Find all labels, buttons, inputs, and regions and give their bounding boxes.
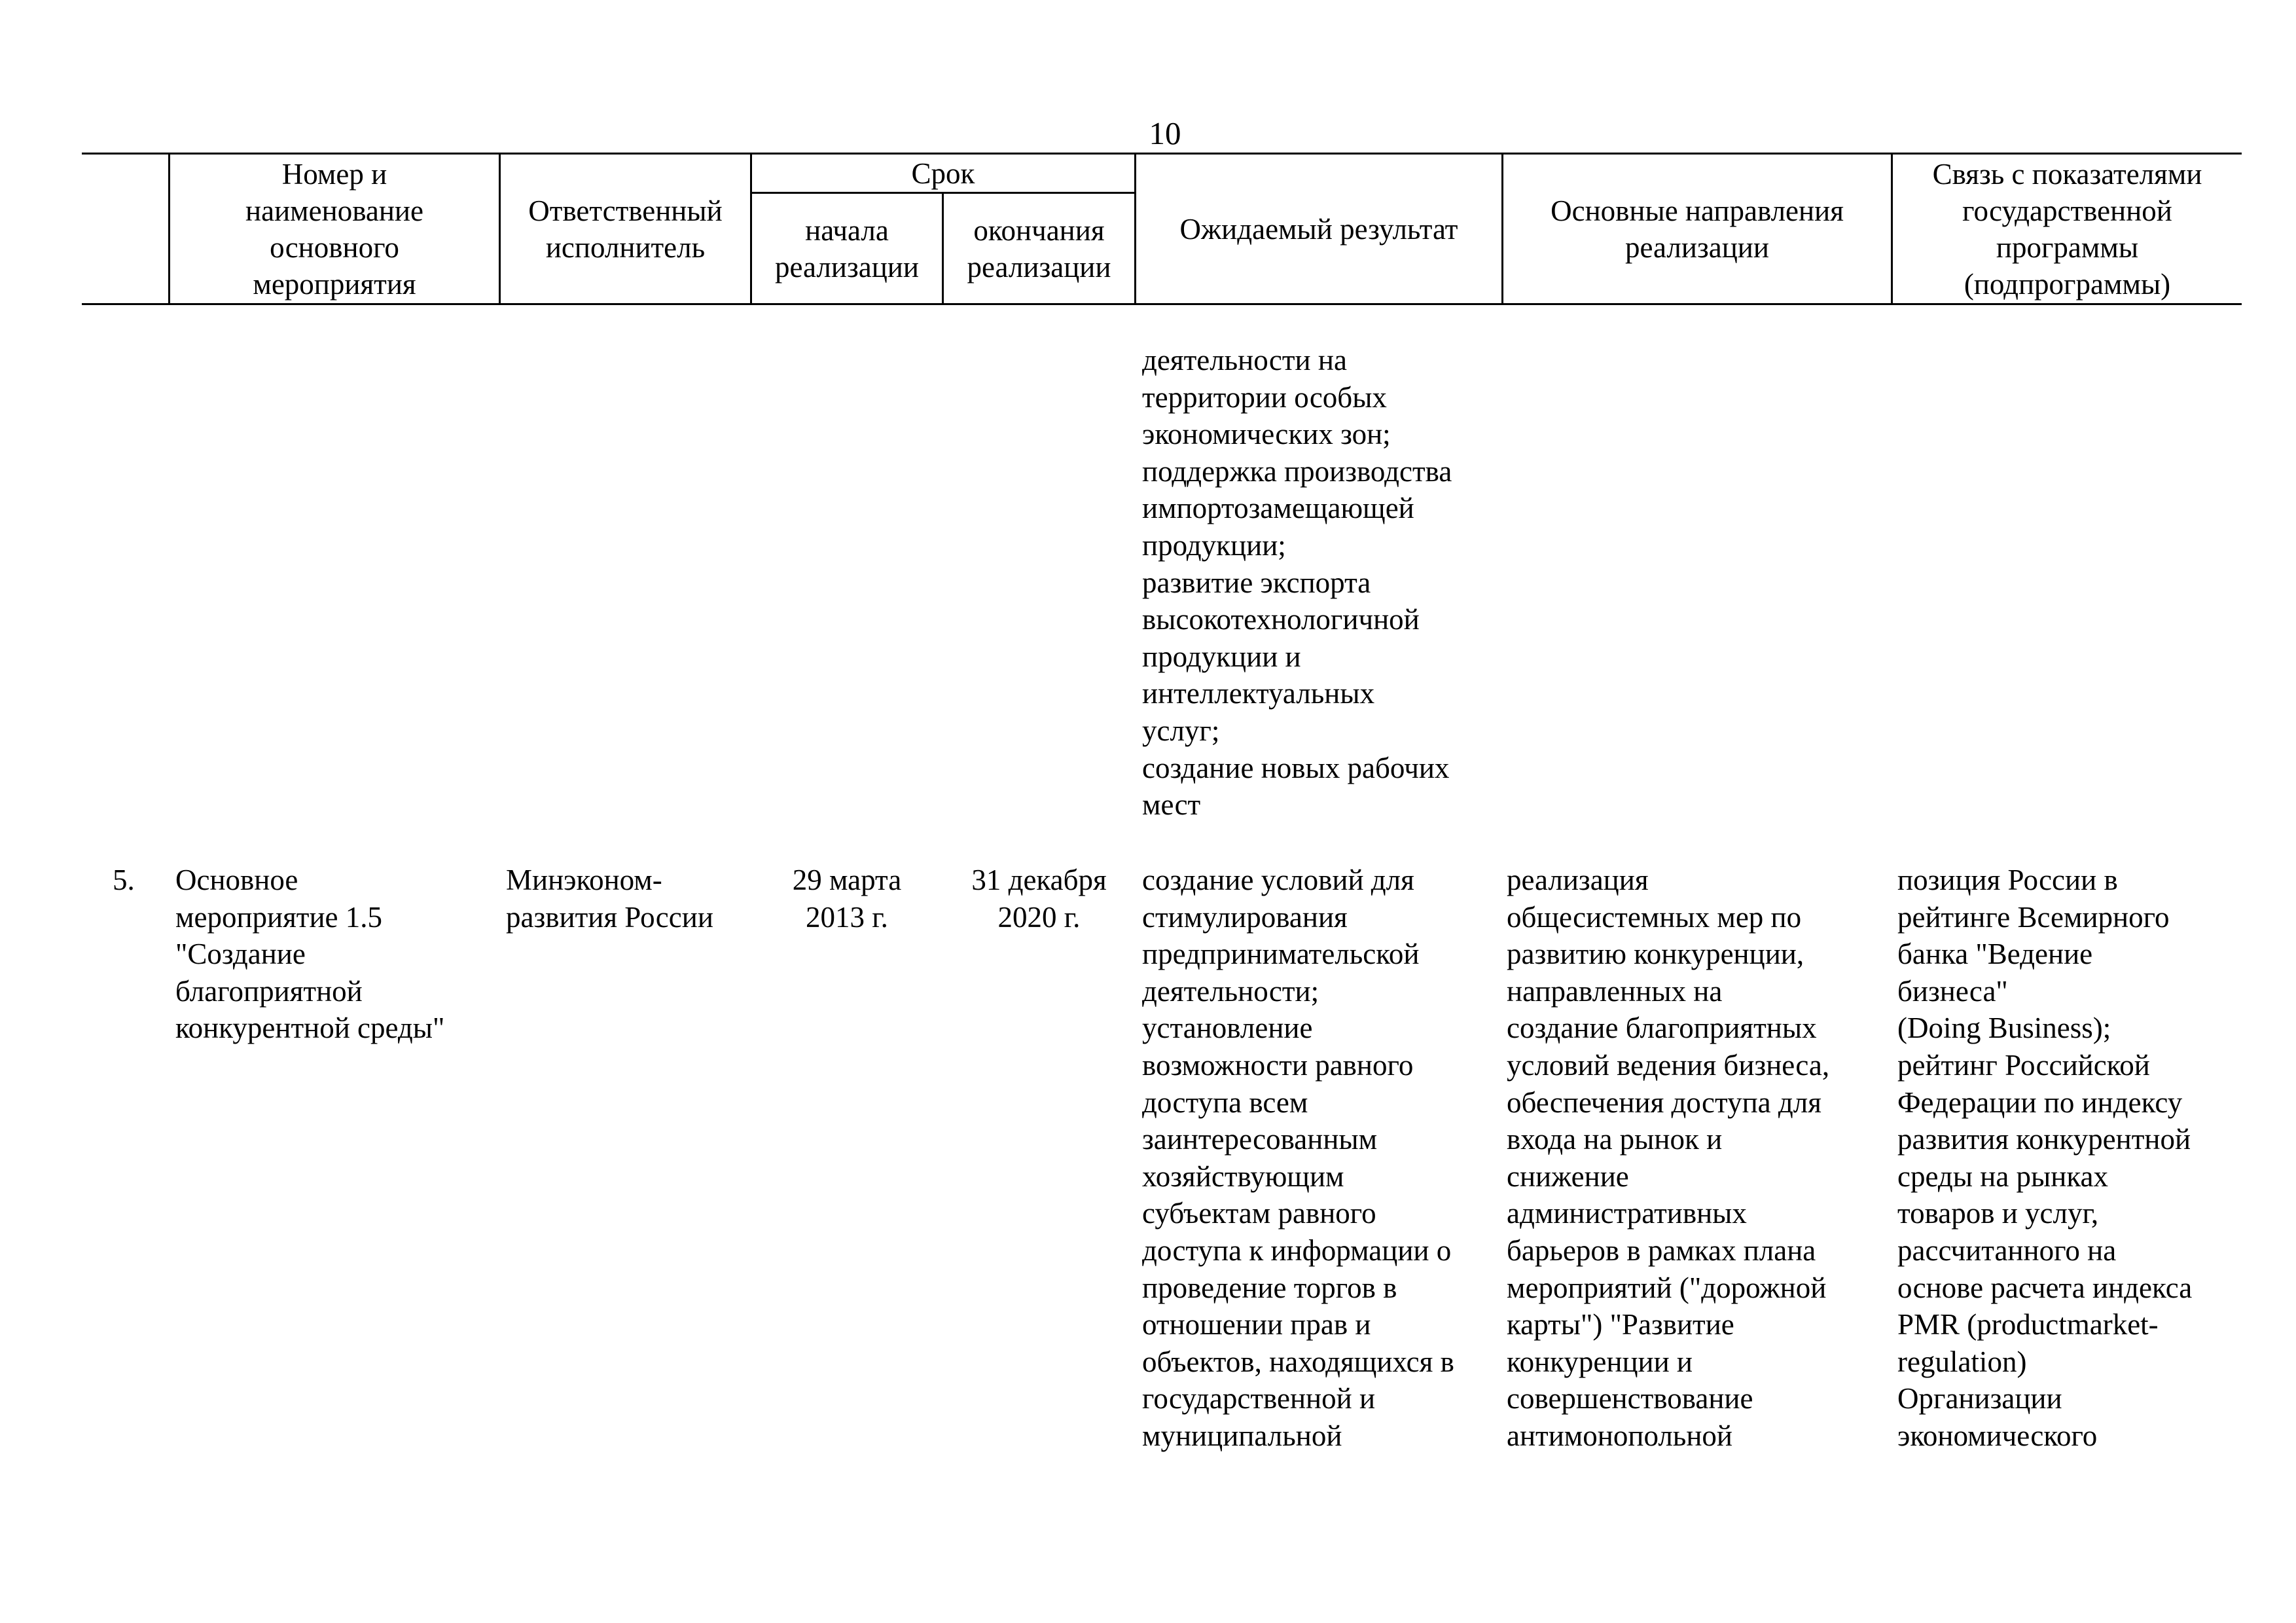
header-executor: Ответственный исполнитель: [528, 194, 723, 264]
header-start: начала реализации: [775, 213, 919, 283]
program-link: позиция России в рейтинге Всемирного банка "Ведение бизнеса" (Doing Business); рейтинг Российской Федерации по индексу развития конкурентной среды на рынках товаров и услуг, рассчитанного на основе расчета индекса PMR (productmarket- regulation) Организации экономического: [1897, 864, 2193, 1452]
measure-name: Основное мероприятие 1.5 "Создание благоприятной конкурентной среды": [175, 864, 445, 1045]
header-term: Срок: [911, 156, 975, 190]
header-link: Связь с показателями государственной программы (подпрограммы): [1932, 157, 2202, 301]
end-date: 31 декабря 2020 г.: [971, 864, 1107, 934]
main-directions: реализация общесистемных мер по развитию конкуренции, направленных на создание благоприятных условий ведения бизнеса, обеспечения доступа для входа на рынок и снижение административных барьеров в рамках плана мероприятий ("дорожной карты") "Развитие конкуренции и совершенствование антимонопольной: [1507, 864, 1830, 1452]
header-directions: Основные направления реализации: [1551, 194, 1844, 264]
header-bottom-border: [82, 303, 2242, 305]
expected-result: создание условий для стимулирования предпринимательской деятельности; установление возможности равного доступа всем заинтересованным хозяйствующим субъектам равного доступа к информации о проведение торгов в отношении прав и объектов, находящихся в государственной и муниципальной: [1142, 864, 1454, 1452]
executor: Минэконом- развития России: [506, 864, 713, 934]
continued-result: деятельности на территории особых экономических зон; поддержка производства импортозамещающей продукции; развитие экспорта высокотехнологичной продукции и интеллектуальных услуг; создание новых рабочих мест: [1142, 344, 1452, 822]
header-end: окончания реализации: [967, 213, 1111, 283]
header-result: Ожидаемый результат: [1179, 212, 1458, 246]
start-date: 29 марта 2013 г.: [792, 864, 902, 934]
header-name: Номер и наименование основного мероприятия: [245, 157, 423, 301]
row-number: 5.: [113, 864, 135, 896]
page-number: 10: [1149, 115, 1181, 151]
